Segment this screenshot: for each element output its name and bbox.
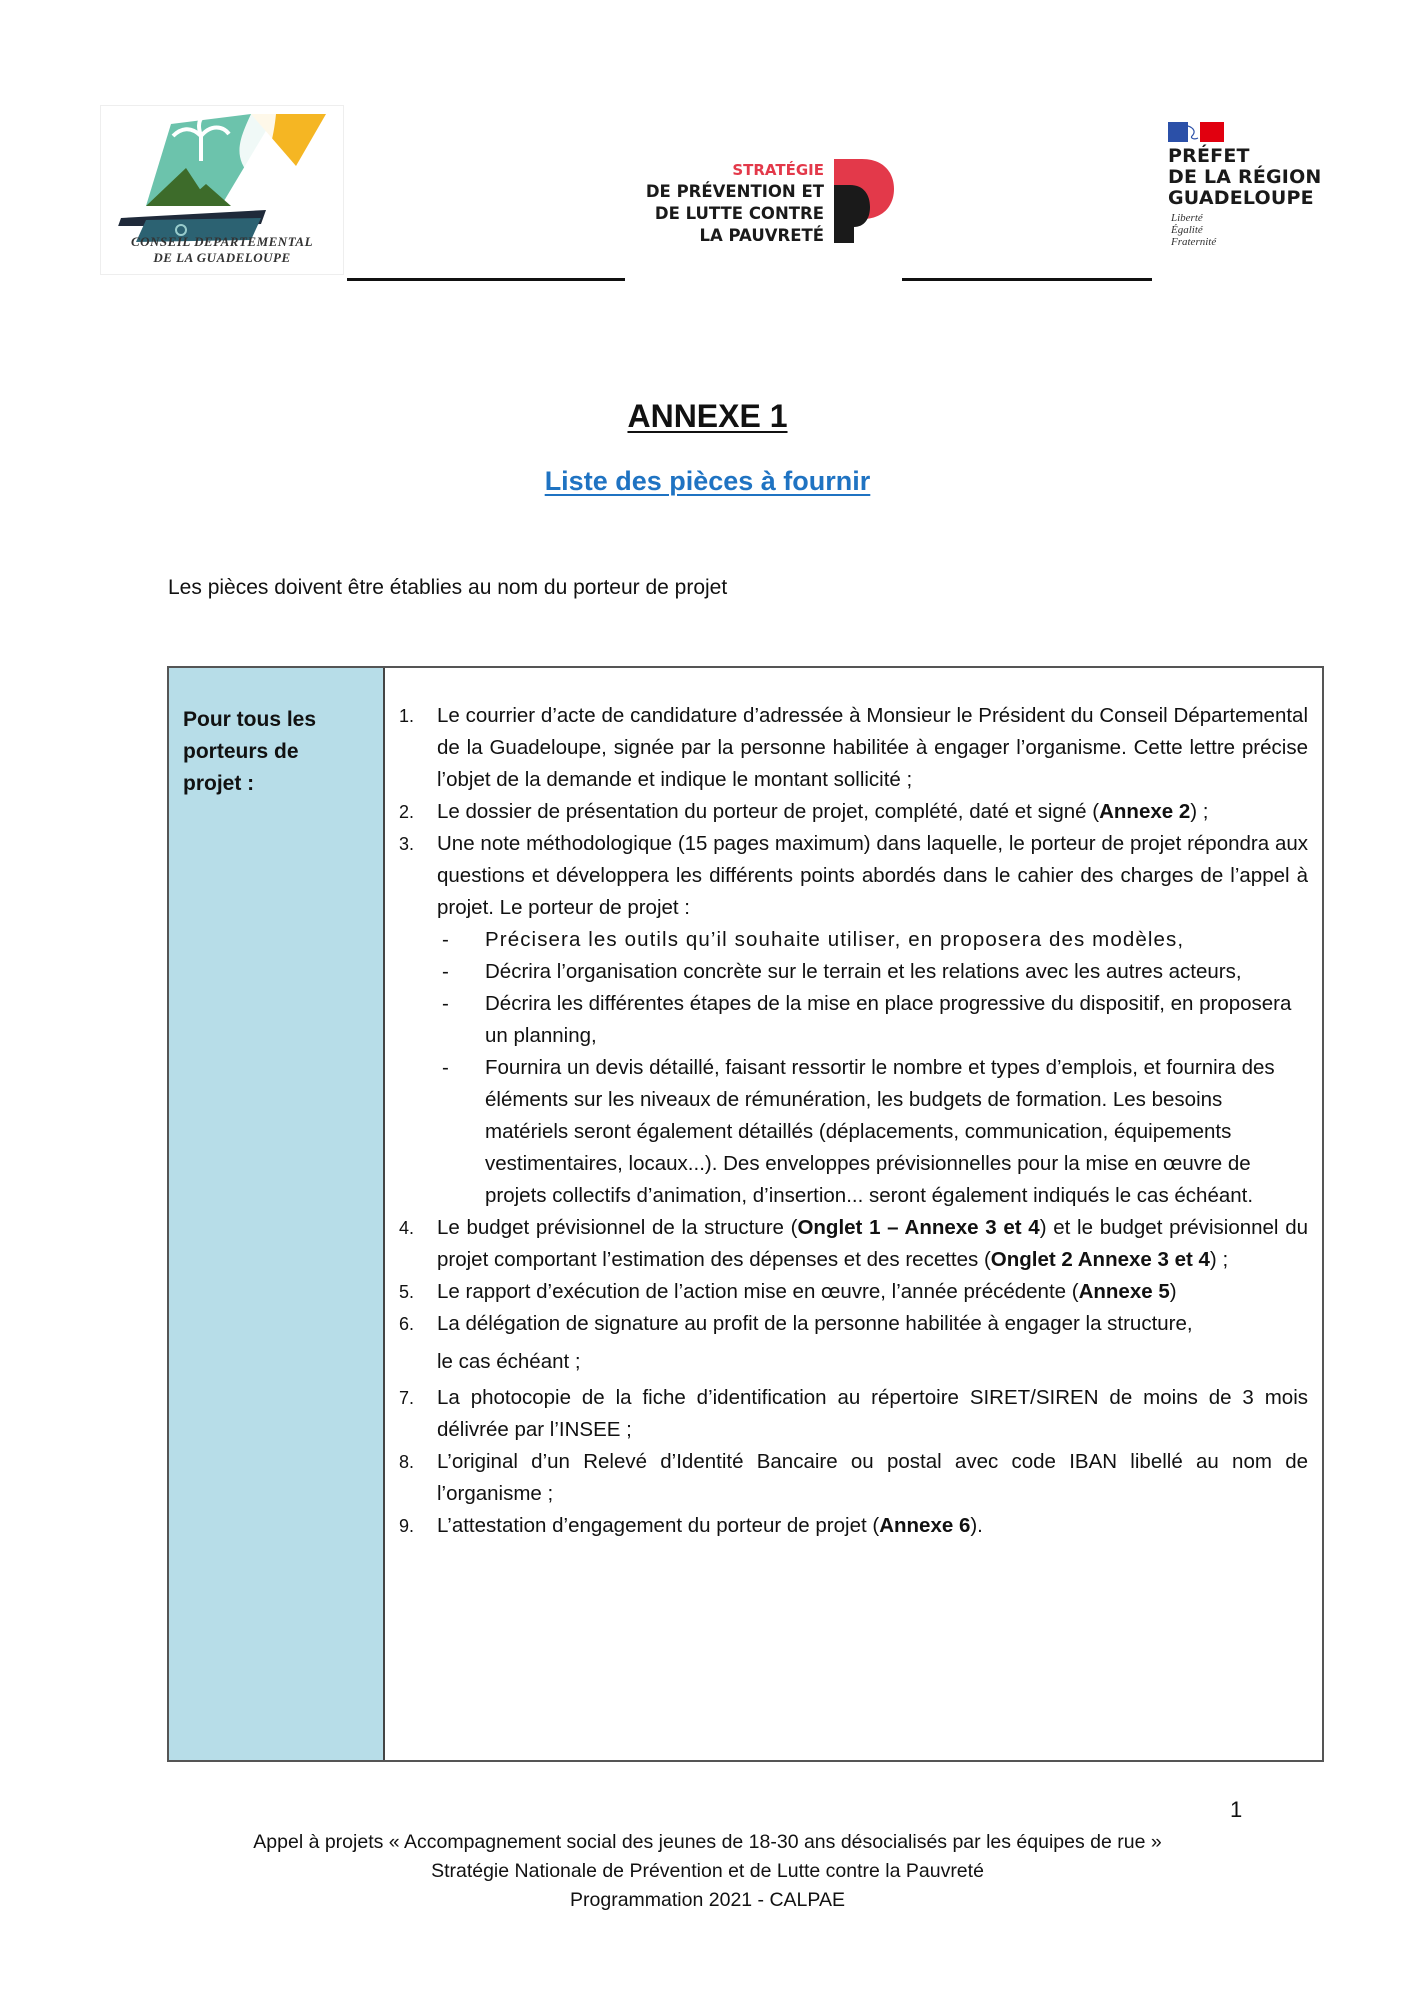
annex-ref: Onglet 2 Annexe 3 et 4 [990,1248,1210,1271]
cd-logo-line2: DE LA GUADELOUPE [153,250,291,265]
item-text: ) ; [1209,1248,1229,1271]
item-text: L’attestation d’engagement du porteur de projet ( [437,1514,880,1537]
item-number: 1. [399,706,415,726]
list-item [399,700,1308,796]
intro-text: Les pièces doivent être établies au nom du porteur de projet [168,576,728,599]
item-text: Le dossier de présentation du porteur de projet, complété, daté et signé ( [437,800,1100,823]
sp-logo-line2: DE PRÉVENTION ET [645,182,824,201]
annex-ref: Annexe 6 [879,1514,971,1537]
sub-list-item: - Fournira un devis détaillé, faisant ressortir le nombre et types d’emplois, et fournira des éléments sur les niveaux de rémunération, les budgets de formation. Les besoins matériels seront également détaillés (déplacements, communication, équipements vestimentaires, locaux...). Des enveloppes prévisionnelles pour la mise en œuvre de projets collectifs d’animation, d’insertion... seront également indiqués le cas échéant. [437,1052,1308,1212]
annex-ref: Onglet 1 – Annexe 3 et 4 [797,1216,1040,1239]
list-item [399,1382,1308,1446]
sp-logo-line1: STRATÉGIE [732,161,824,179]
list-item [399,1446,1308,1510]
item-text: Une note méthodologique (15 pages maximum) dans laquelle, le porteur de projet répondra aux questions et développera les différents points abordés dans le cahier des charges de l’appel à projet. Le porteur de projet : [437,832,1308,919]
item-text: ) et le budget prévisionnel du projet comportant l’estimation des dépenses et des recettes ( [437,1216,1308,1271]
list-item [399,1212,1308,1276]
item-number: 3. [399,834,415,854]
conseil-departemental-logo [100,105,344,275]
list-item [399,796,1308,828]
sp-logo-line4: LA PAUVRETÉ [699,226,824,245]
item-text: La photocopie de la fiche d’identification au répertoire SIRET/SIREN de moins de 3 mois délivrée par l’INSEE ; [437,1386,1308,1441]
page-footer [0,1828,1415,1915]
dash-bullet-icon: - [442,1056,449,1079]
strategie-pauvrete-logo [636,155,896,255]
item-text: ) ; [1190,800,1209,823]
sub-list-item: - Précisera les outils qu’il souhaite utiliser, en proposera des modèles, [437,924,1308,956]
guadeloupe-island-logo-icon [101,106,343,226]
dash-bullet-icon: - [442,960,449,983]
item-text: Le courrier d’acte de candidature d’adressée à Monsieur le Président du Conseil Départemental de la Guadeloupe, signée par la personne habilitée à engager l’organisme. Cette lettre précise l’objet de la demande et indique le montant sollicité ; [437,704,1308,791]
footer-line1: Appel à projets « Accompagnement social des jeunes de 18-30 ans désocialisés par les équipes de rue » [253,1831,1162,1853]
page-number: 1 [1230,1797,1243,1822]
sub-list [437,924,1308,1212]
dash-bullet-icon: - [442,992,449,1015]
item-text: le cas échéant ; [437,1350,581,1373]
header-rule-right [902,278,1152,281]
sp-logo-line3: DE LUTTE CONTRE [654,204,824,223]
footer-line3: Programmation 2021 - CALPAE [570,1889,845,1911]
item-text: L’original d’un Relevé d’Identité Bancaire ou postal avec code IBAN libellé au nom de l’organisme ; [437,1450,1308,1505]
prefet-guadeloupe-logo [1168,120,1338,260]
header-line: projet : [183,772,255,795]
list-item [399,828,1308,1212]
cd-logo-line1: CONSEIL DEPARTEMENTAL [130,234,314,249]
pref-motto-fraternite: Fraternité [1171,236,1217,248]
header-rule-left [347,278,625,281]
annex-ref: Annexe 2 [1099,800,1191,823]
item-number: 5. [399,1282,415,1302]
pref-motto-egalite: Égalité [1171,224,1203,236]
header-line: porteurs de [183,740,299,763]
footer-line2: Stratégie Nationale de Prévention et de Lutte contre la Pauvreté [431,1860,984,1882]
item-number: 8. [399,1452,415,1472]
pieces-table [167,666,1324,1762]
item-number: 4. [399,1218,415,1238]
page-title: ANNEXE 1 [627,398,788,434]
list-item [399,1308,1308,1378]
item-number: 2. [399,802,415,822]
item-number: 6. [399,1314,415,1334]
pref-logo-line3: GUADELOUPE [1168,187,1314,209]
header-line: Pour tous les [183,708,317,731]
item-text: ). [970,1514,983,1537]
list-item [399,1510,1308,1542]
table-content-cell [385,668,1322,1760]
marianne-flag-icon [1168,122,1224,142]
dash-bullet-icon: - [442,928,450,951]
item-text: Le rapport d’exécution de l’action mise en œuvre, l’année précédente ( [437,1280,1079,1303]
pref-logo-line2: DE LA RÉGION [1168,166,1322,188]
p-letter-logo-icon [828,155,896,247]
item-text: Le budget prévisionnel de la structure ( [437,1216,798,1239]
sub-list-item: - Décrira l’organisation concrète sur le terrain et les relations avec les autres acteurs, [437,956,1308,988]
list-item [399,1276,1308,1308]
item-text: La délégation de signature au profit de la personne habilitée à engager la structure, [437,1312,1193,1335]
table-header-cell [169,668,385,1760]
item-number: 7. [399,1388,415,1408]
annex-ref: Annexe 5 [1078,1280,1170,1303]
item-text: ) [1169,1280,1177,1303]
pieces-list [399,700,1308,1542]
page-subtitle: Liste des pièces à fournir [544,466,871,496]
pref-motto-liberte: Liberté [1171,212,1203,224]
sub-list-item: - Décrira les différentes étapes de la mise en place progressive du dispositif, en proposera un planning, [437,988,1308,1052]
item-number: 9. [399,1516,415,1536]
pref-logo-line1: PRÉFET [1168,145,1250,167]
